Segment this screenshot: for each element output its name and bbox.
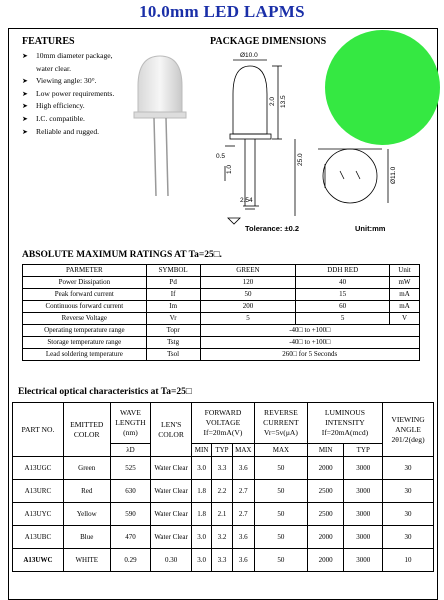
table-cell: -40□ to +100□ (200, 337, 419, 349)
feature-text: Low power requirements. (36, 88, 115, 98)
table-cell: 260□ for 5 Seconds (200, 349, 419, 361)
led-photo (134, 56, 186, 196)
table-cell: 470 (110, 526, 151, 549)
tolerance-note: Tolerance: ±0.2 (245, 224, 299, 233)
bullet-arrow-icon: ➤ (22, 52, 28, 60)
bullet-arrow-icon: ➤ (22, 77, 28, 86)
table-cell: 590 (110, 503, 151, 526)
table-row (23, 337, 420, 349)
table-cell: 120 (200, 277, 296, 289)
table-cell: WHITE (63, 549, 110, 572)
table-cell: Tstg (146, 337, 200, 349)
table-cell: Tsol (146, 349, 200, 361)
table-cell: 2000 (307, 549, 344, 572)
table-cell: 3.6 (232, 457, 254, 480)
table-header-cell: EMITTED COLOR (63, 403, 110, 457)
table-cell: 5 (296, 313, 390, 325)
table-row (23, 313, 420, 325)
abs-max-table (22, 264, 420, 361)
table-cell: 3000 (344, 457, 383, 480)
table-cell: 3000 (344, 503, 383, 526)
table-cell: 50 (254, 480, 307, 503)
table-cell: 3000 (344, 526, 383, 549)
table-cell: mW (390, 277, 420, 289)
package-diagram (130, 46, 430, 246)
table-cell: Topr (146, 325, 200, 337)
feature-text: 10mm diameter package, (36, 51, 113, 60)
table-cell: -40□ to +100□ (200, 325, 419, 337)
table-header-cell: MIN (307, 444, 344, 457)
table-cell: Red (63, 480, 110, 503)
table-cell: A13UGC (13, 457, 64, 480)
unit-note: Unit:mm (355, 224, 386, 233)
table-cell: Water Clear (151, 503, 192, 526)
table-cell: 3.2 (212, 526, 232, 549)
table-cell: Water Clear (151, 457, 192, 480)
table-cell: Storage temperature range (23, 337, 147, 349)
table-header-cell: Unit (390, 265, 420, 277)
table-cell: 2500 (307, 480, 344, 503)
table-row (23, 349, 420, 361)
table-cell: Yellow (63, 503, 110, 526)
table-cell: V (390, 313, 420, 325)
table-cell: Water Clear (151, 526, 192, 549)
dim-d11: Ø11.0 (390, 166, 397, 184)
table-cell: 2.7 (232, 503, 254, 526)
table-cell: 30 (383, 526, 434, 549)
table-header-cell: GREEN (200, 265, 296, 277)
table-header-cell: λD (110, 444, 151, 457)
table-row (13, 526, 434, 549)
table-cell: 0.30 (151, 549, 192, 572)
table-cell: 3.0 (191, 526, 211, 549)
table-header-cell: PARMETER (23, 265, 147, 277)
table-cell: Vr (146, 313, 200, 325)
table-cell: Continuous forward current (23, 301, 147, 313)
table-row (23, 289, 420, 301)
table-header-cell: MAX (232, 444, 254, 457)
table-cell: 50 (254, 457, 307, 480)
features-heading: FEATURES (22, 36, 75, 47)
table-cell: 1.8 (191, 480, 211, 503)
feature-text: High efficiency. (36, 101, 85, 111)
table-header-cell: REVERSE CURRENT Vr=5v(μA) (254, 403, 307, 444)
table-cell: 60 (296, 301, 390, 313)
table-cell: 50 (254, 526, 307, 549)
table-cell: 3.0 (191, 457, 211, 480)
table-cell: If (146, 289, 200, 301)
bullet-arrow-icon: ➤ (22, 114, 28, 123)
table-cell: A13UYC (13, 503, 64, 526)
table-cell: 3.6 (232, 526, 254, 549)
feature-text: Reliable and rugged. (36, 126, 100, 136)
dim-2-54: 2.54 (240, 197, 253, 204)
table-cell: 3.6 (232, 549, 254, 572)
table-cell: 2.7 (232, 480, 254, 503)
table-header-cell: PART NO. (13, 403, 64, 457)
table-cell: Im (146, 301, 200, 313)
table-cell: 40 (296, 277, 390, 289)
table-cell: Green (63, 457, 110, 480)
table-cell: A13UBC (13, 526, 64, 549)
feature-text: Viewing angle: 30°. (36, 76, 97, 86)
electrical-heading: Electrical optical characteristics at Ta=25□ (18, 387, 192, 397)
table-cell: 3.3 (212, 457, 232, 480)
abs-max-heading: ABSOLUTE MAXIMUM RATINGS AT Ta=25□. (22, 250, 222, 260)
table-cell: Blue (63, 526, 110, 549)
package-heading: PACKAGE DIMENSIONS (210, 36, 327, 47)
table-cell: Reverse Voltage (23, 313, 147, 325)
table-header-cell: MIN (191, 444, 211, 457)
dim-d10: Ø10.0 (240, 52, 258, 59)
table-cell: 50 (254, 503, 307, 526)
table-cell: Operating temperature range (23, 325, 147, 337)
table-cell: Lead soldering temperature (23, 349, 147, 361)
table-header-cell: LEN'S COLOR (151, 403, 192, 457)
table-header-cell: TYP (212, 444, 232, 457)
table-row (13, 480, 434, 503)
table-row (23, 301, 420, 313)
table-header-cell: VIEWING ANGLE 2θ1/2(deg) (383, 403, 434, 457)
table-cell: Water Clear (151, 480, 192, 503)
table-cell: 30 (383, 503, 434, 526)
table-row (23, 325, 420, 337)
table-cell: 630 (110, 480, 151, 503)
table-cell: 2.1 (212, 503, 232, 526)
table-header-cell: DDH RED (296, 265, 390, 277)
table-cell: 3000 (344, 549, 383, 572)
dim-13-5: 13.5 (280, 95, 287, 108)
table-cell: 525 (110, 457, 151, 480)
table-row (13, 457, 434, 480)
table-cell: 2000 (307, 457, 344, 480)
table-row (13, 503, 434, 526)
bullet-arrow-icon: ➤ (22, 102, 28, 111)
table-header-cell: TYP (344, 444, 383, 457)
table-cell: 3000 (344, 480, 383, 503)
dim-1-0: 1.0 (226, 164, 233, 174)
table-header-cell: SYMBOL (146, 265, 200, 277)
bullet-arrow-icon: ➤ (22, 89, 28, 98)
table-cell: A13URC (13, 480, 64, 503)
table-header-cell: MAX (254, 444, 307, 457)
table-row (23, 265, 420, 277)
electrical-table (12, 402, 434, 572)
table-cell: 3.3 (212, 549, 232, 572)
table-cell: 15 (296, 289, 390, 301)
dim-0-5: 0.5 (216, 153, 226, 160)
table-cell: 50 (254, 549, 307, 572)
table-cell: mA (390, 301, 420, 313)
table-cell: Pd (146, 277, 200, 289)
table-cell: 2.2 (212, 480, 232, 503)
table-cell: mA (390, 289, 420, 301)
table-cell: A13UWC (13, 549, 64, 572)
table-cell: 10 (383, 549, 434, 572)
dim-25: 25.0 (297, 153, 304, 166)
table-cell: 50 (200, 289, 296, 301)
table-cell: 3.0 (191, 549, 211, 572)
table-cell: 2500 (307, 503, 344, 526)
table-cell: 5 (200, 313, 296, 325)
table-cell: 1.8 (191, 503, 211, 526)
table-cell: 0.29 (110, 549, 151, 572)
page-title: 10.0mm LED LAPMS (139, 2, 305, 21)
bullet-arrow-icon: ➤ (22, 127, 28, 136)
table-cell: 2000 (307, 526, 344, 549)
table-header-cell: WAVE LENGTH (nm) (110, 403, 151, 444)
table-row (13, 549, 434, 572)
table-cell: Peak forward current (23, 289, 147, 301)
table-cell: 30 (383, 457, 434, 480)
feature-text: I.C. compatible. (36, 113, 85, 123)
table-header-cell: LUMINOUS INTENSITY If=20mA(mcd) (307, 403, 382, 444)
dim-2-0: 2.0 (269, 96, 276, 106)
table-row (23, 277, 420, 289)
feature-text: water clear. (36, 63, 71, 73)
table-cell: 30 (383, 480, 434, 503)
table-header-cell: FORWARD VOLTAGE If=20mA(V) (191, 403, 254, 444)
table-cell: Power Dissipation (23, 277, 147, 289)
table-cell: 200 (200, 301, 296, 313)
